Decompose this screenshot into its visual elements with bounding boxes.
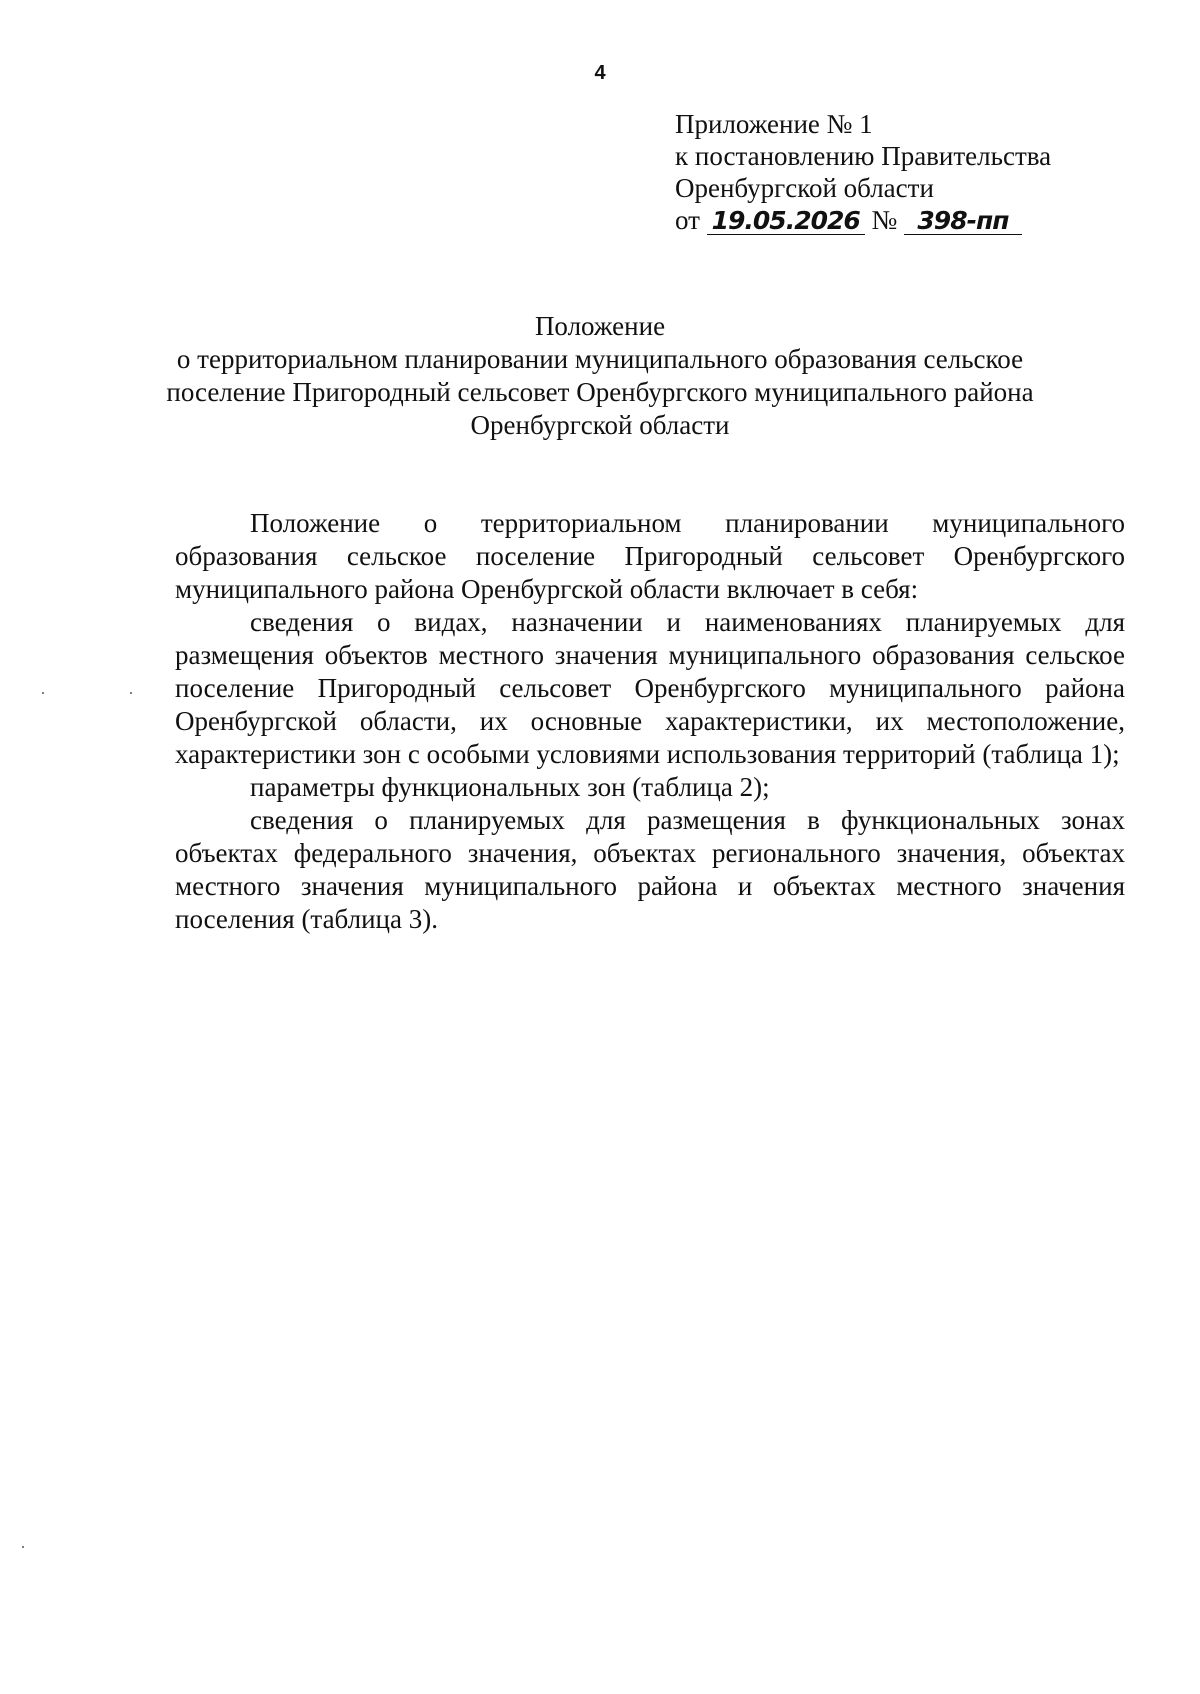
- paragraph-table-1: сведения о видах, назначении и наименованиях планируемых для размещения объектов местного значения муниципального образования сельское поселение Пригородный сельсовет Оренбургского муниципального района Оренбургской области, их основные характеристики, их местоположение, характеристики зон с особыми условиями использования территорий (таблица 1);: [175, 607, 1125, 769]
- date-prefix: от: [675, 205, 700, 235]
- handwritten-number: 398-пп: [904, 208, 1022, 235]
- title-line-3: поселение Пригородный сельсовет Оренбургского муниципального района: [166, 377, 1034, 407]
- appendix-date-line: [675, 204, 1155, 236]
- scan-speck: [42, 692, 44, 694]
- handwritten-date: 19.05.2026: [707, 208, 865, 235]
- paragraph-table-2: параметры функциональных зон (таблица 2);: [250, 772, 770, 802]
- scan-speck: [22, 1546, 24, 1548]
- document-title: [150, 310, 1050, 442]
- appendix-header: [675, 108, 1155, 236]
- appendix-region: Оренбургской области: [675, 173, 934, 203]
- appendix-reference: к постановлению Правительства: [675, 141, 1052, 171]
- number-prefix: №: [871, 205, 898, 235]
- paragraph-table-3: сведения о планируемых для размещения в функциональных зонах объектах федерального значения, объектах регионального значения, объектах местного значения муниципального района и объектах местного значения поселения (таблица 3).: [175, 805, 1125, 934]
- paragraph-intro: Положение о территориальном планировании муниципального образования сельское поселение Пригородный сельсовет Оренбургского муниципального района Оренбургской области включает в себя:: [175, 508, 1125, 604]
- page-number: 4: [594, 62, 606, 84]
- title-line-1: Положение: [534, 311, 666, 341]
- document-body: [175, 507, 1125, 936]
- appendix-title: Приложение № 1: [675, 109, 873, 139]
- scan-speck: [130, 692, 132, 694]
- title-line-4: Оренбургской области: [470, 410, 730, 440]
- title-line-2: о территориальном планировании муниципального образования сельское: [176, 344, 1024, 374]
